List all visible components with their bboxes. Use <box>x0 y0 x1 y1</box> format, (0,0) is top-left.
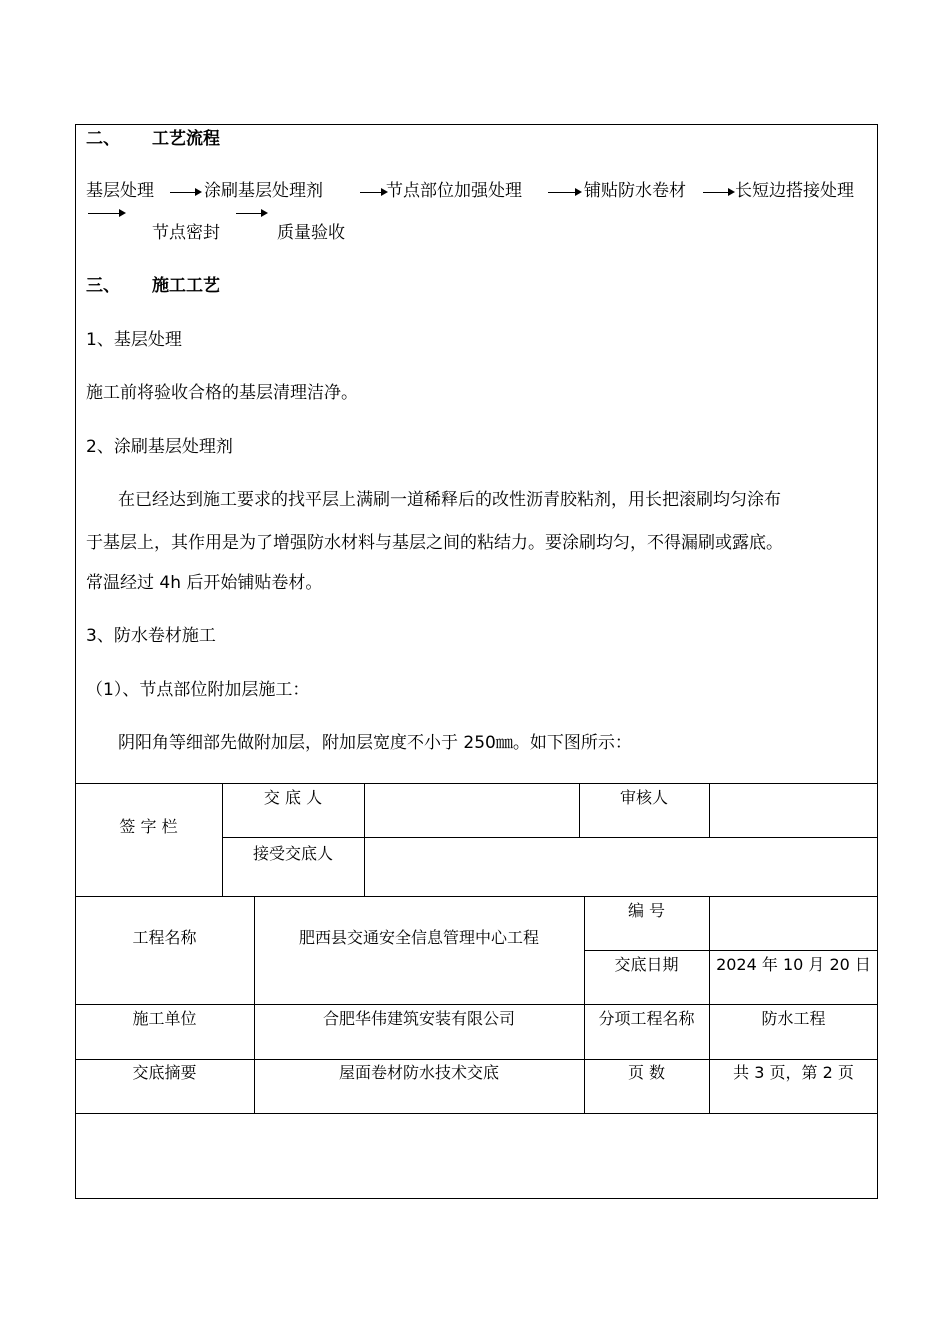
flow-arrow-3 <box>548 192 580 193</box>
sub-project-value: 防水工程 <box>761 1009 826 1028</box>
flow-arrow-1 <box>170 192 200 193</box>
table-rule <box>364 783 365 896</box>
table-rule <box>75 783 878 784</box>
flow-step-3: 节点部位加强处理 <box>386 181 522 201</box>
item-1-heading: 1、基层处理 <box>86 330 182 350</box>
sub-project-label: 分项工程名称 <box>598 1009 695 1028</box>
table-rule <box>75 896 878 897</box>
section-2-title: 工艺流程 <box>152 129 220 149</box>
table-rule <box>222 837 878 838</box>
section-2-number: 二、 <box>86 129 120 149</box>
pages-label: 页 数 <box>627 1063 666 1082</box>
section-3-number: 三、 <box>86 276 120 296</box>
item-2-text-line-1: 在已经达到施工要求的找平层上满刷一道稀释后的改性沥青胶粘剂，用长把滚刷均匀涂布 <box>118 490 781 510</box>
item-1-text: 施工前将验收合格的基层清理洁净。 <box>86 383 358 403</box>
flow-step-2: 涂刷基层处理剂 <box>204 181 323 201</box>
item-2-heading: 2、涂刷基层处理剂 <box>86 437 233 457</box>
project-name-value: 肥西县交通安全信息管理中心工程 <box>298 928 539 947</box>
signature-label: 签 字 栏 <box>119 817 178 836</box>
reviewer-label: 审核人 <box>619 788 668 807</box>
flow-arrow-6 <box>236 213 266 214</box>
contractor-value: 合肥华伟建筑安装有限公司 <box>322 1009 515 1028</box>
contractor-label: 施工单位 <box>132 1009 197 1028</box>
date-label: 交底日期 <box>614 955 679 974</box>
flow-step-4: 铺贴防水卷材 <box>584 181 686 201</box>
item-3-1-heading: （1）、节点部位附加层施工： <box>86 680 310 700</box>
table-rule <box>75 1004 878 1005</box>
item-2-text-line-3: 常温经过 4h 后开始铺贴卷材。 <box>86 573 323 593</box>
flow-step-1: 基层处理 <box>86 181 154 201</box>
table-rule <box>75 1059 878 1060</box>
flow-arrow-4 <box>703 192 733 193</box>
table-rule <box>75 1113 878 1114</box>
flow-step-7: 质量验收 <box>277 223 345 243</box>
item-2-text-line-2: 于基层上，其作用是为了增强防水材料与基层之间的粘结力。要涂刷均匀，不得漏刷或露底。 <box>86 533 783 553</box>
table-rule <box>584 950 878 951</box>
flow-arrow-2 <box>360 192 386 193</box>
number-label: 编 号 <box>627 901 666 920</box>
item-3-heading: 3、防水卷材施工 <box>86 626 216 646</box>
section-3-title: 施工工艺 <box>152 276 220 296</box>
receiver-label: 接受交底人 <box>252 844 333 863</box>
flow-arrow-5 <box>88 213 124 214</box>
project-name-label: 工程名称 <box>132 928 197 947</box>
flow-step-5: 长短边搭接处理 <box>735 181 854 201</box>
date-value: 2024 年 10 月 20 日 <box>716 955 871 974</box>
flow-step-6: 节点密封 <box>152 223 220 243</box>
table-rule <box>709 783 710 837</box>
summary-value: 屋面卷材防水技术交底 <box>338 1063 499 1082</box>
discloser-label: 交 底 人 <box>263 788 323 807</box>
summary-label: 交底摘要 <box>132 1063 197 1082</box>
item-3-1-text: 阴阳角等细部先做附加层，附加层宽度不小于 250㎜。如下图所示： <box>118 733 632 753</box>
pages-value: 共 3 页，第 2 页 <box>733 1063 854 1082</box>
